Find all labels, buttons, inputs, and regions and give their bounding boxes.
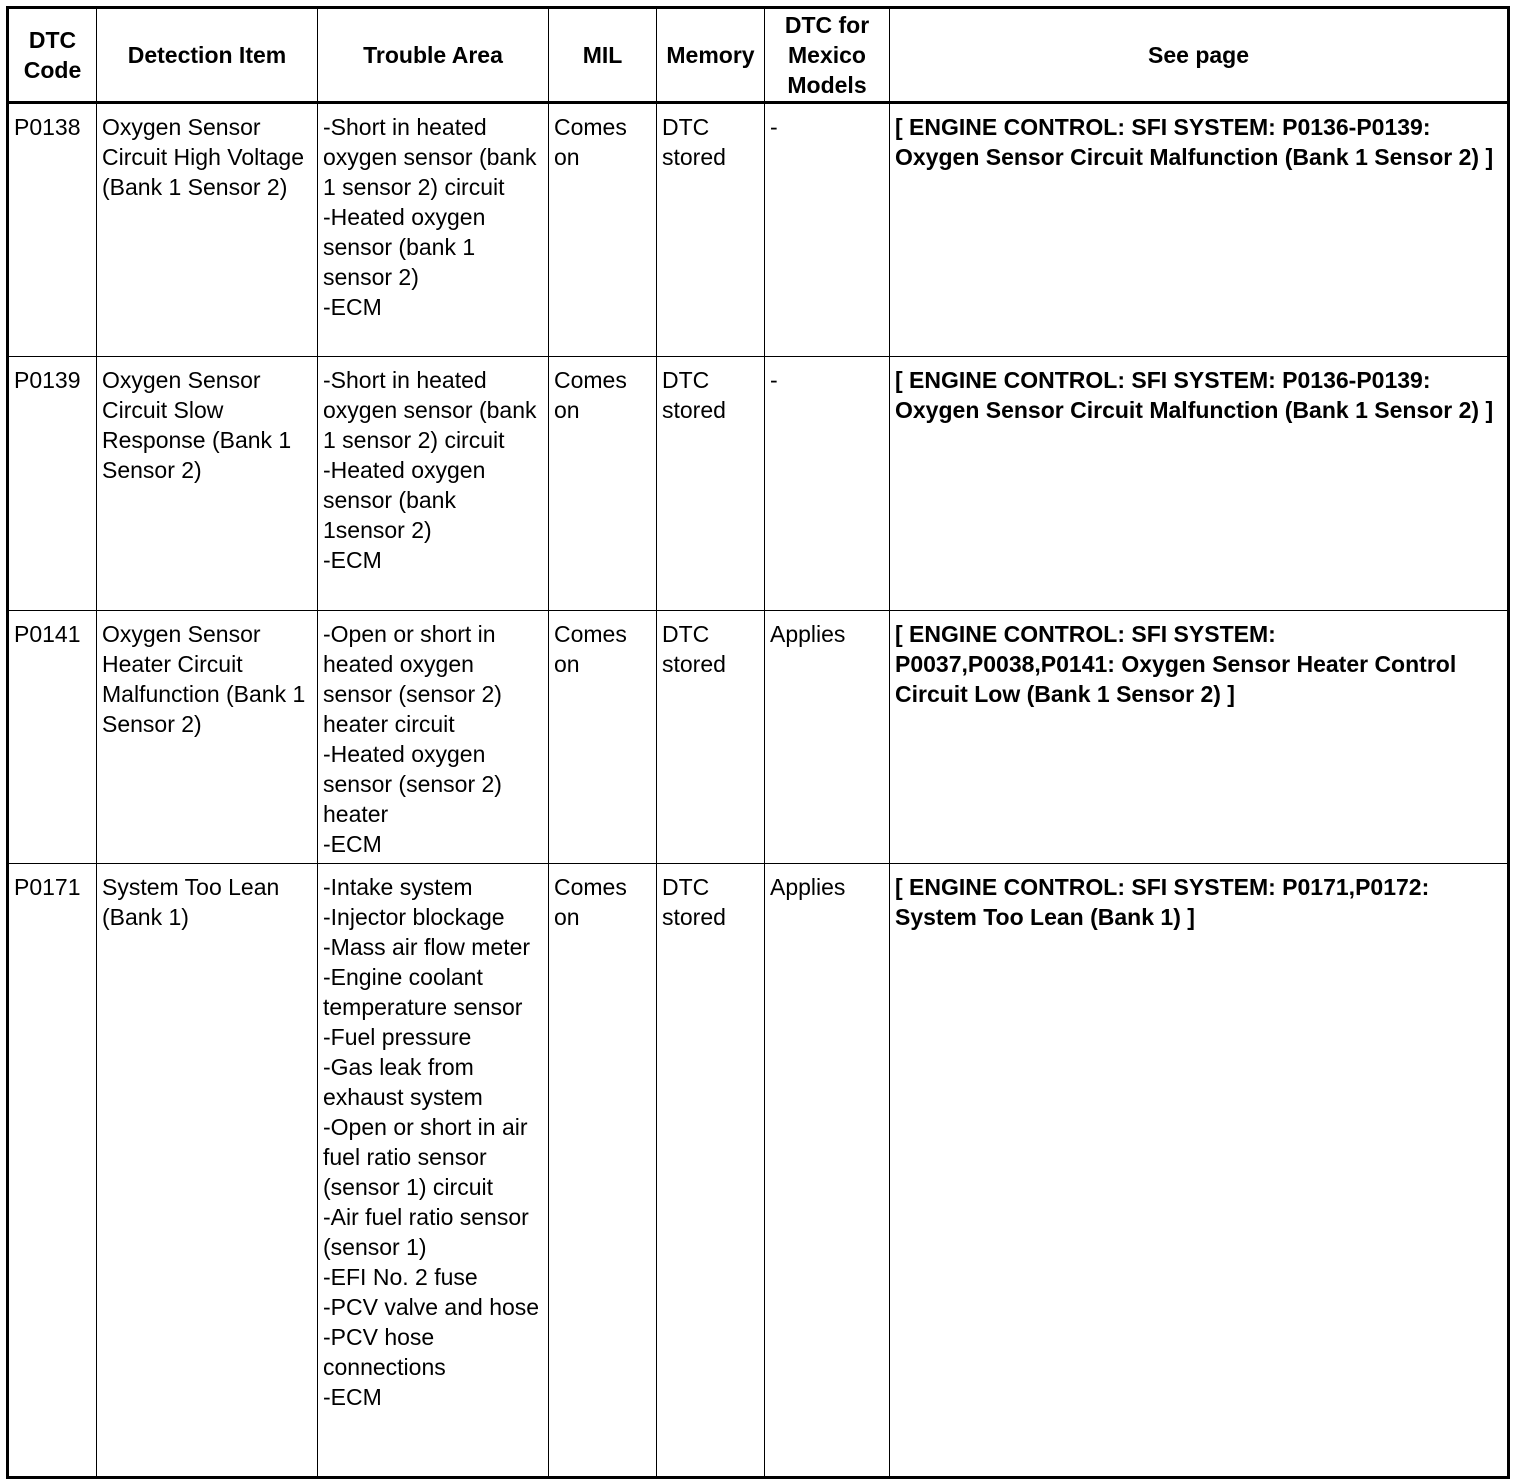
mexico-cell: - <box>765 103 890 357</box>
trouble-item: -EFI No. 2 fuse <box>323 1264 478 1290</box>
memory-cell: DTC stored <box>657 103 765 357</box>
detection-item-cell: Oxygen Sensor Circuit Slow Response (Bank 1 Sensor 2) <box>97 357 318 611</box>
trouble-item: -Intake system <box>323 874 473 900</box>
trouble-area-cell <box>318 864 549 1478</box>
dtc-code-cell: P0171 <box>8 864 97 1478</box>
trouble-item: -Injector blockage <box>323 904 505 930</box>
trouble-item: -Short in heated oxygen sensor (bank 1 sensor 2) circuit <box>323 367 537 453</box>
memory-cell: DTC stored <box>657 611 765 864</box>
header-trouble-area: Trouble Area <box>318 8 549 103</box>
mil-cell: Comes on <box>549 103 657 357</box>
trouble-item: -Heated oxygen sensor (bank 1 sensor 2) <box>323 204 486 290</box>
trouble-item: -Short in heated oxygen sensor (bank 1 sensor 2) circuit <box>323 114 537 200</box>
see-page-link[interactable]: [ ENGINE CONTROL: SFI SYSTEM: P0171,P0172: System Too Lean (Bank 1) ] <box>890 864 1509 1478</box>
dtc-table <box>6 6 1510 1479</box>
trouble-item: -Open or short in heated oxygen sensor (sensor 2) heater circuit <box>323 621 502 737</box>
trouble-item: -Gas leak from exhaust system <box>323 1054 483 1110</box>
trouble-item: -Heated oxygen sensor (bank 1sensor 2) <box>323 457 486 543</box>
memory-cell: DTC stored <box>657 357 765 611</box>
see-page-link[interactable]: [ ENGINE CONTROL: SFI SYSTEM: P0136-P0139: Oxygen Sensor Circuit Malfunction (Bank 1 Sensor 2) ] <box>890 357 1509 611</box>
table-row <box>8 864 1509 1478</box>
header-see-page: See page <box>890 8 1509 103</box>
trouble-item: -ECM <box>323 1384 382 1410</box>
mexico-cell: Applies <box>765 864 890 1478</box>
table-row <box>8 357 1509 611</box>
trouble-item: -Engine coolant temperature sensor <box>323 964 523 1020</box>
detection-item-cell: Oxygen Sensor Heater Circuit Malfunction (Bank 1 Sensor 2) <box>97 611 318 864</box>
mexico-cell: Applies <box>765 611 890 864</box>
see-page-link[interactable]: [ ENGINE CONTROL: SFI SYSTEM: P0136-P0139: Oxygen Sensor Circuit Malfunction (Bank 1 Sensor 2) ] <box>890 103 1509 357</box>
trouble-item: -Air fuel ratio sensor (sensor 1) <box>323 1204 529 1260</box>
trouble-item: -ECM <box>323 294 382 320</box>
dtc-code-cell: P0139 <box>8 357 97 611</box>
table-row <box>8 103 1509 357</box>
trouble-area-cell <box>318 611 549 864</box>
trouble-item: -ECM <box>323 547 382 573</box>
header-memory: Memory <box>657 8 765 103</box>
dtc-code-cell: P0141 <box>8 611 97 864</box>
trouble-item: -Fuel pressure <box>323 1024 472 1050</box>
trouble-item: -Open or short in air fuel ratio sensor (sensor 1) circuit <box>323 1114 528 1200</box>
detection-item-cell: Oxygen Sensor Circuit High Voltage (Bank 1 Sensor 2) <box>97 103 318 357</box>
mil-cell: Comes on <box>549 864 657 1478</box>
mil-cell: Comes on <box>549 357 657 611</box>
mexico-cell: - <box>765 357 890 611</box>
trouble-item: -ECM <box>323 831 382 857</box>
header-row <box>8 8 1509 103</box>
header-dtc-mexico: DTC for Mexico Models <box>765 8 890 103</box>
trouble-item: -Mass air flow meter <box>323 934 531 960</box>
header-mil: MIL <box>549 8 657 103</box>
detection-item-cell: System Too Lean (Bank 1) <box>97 864 318 1478</box>
trouble-item: -PCV hose connections <box>323 1324 446 1380</box>
header-detection-item: Detection Item <box>97 8 318 103</box>
trouble-item: -Heated oxygen sensor (sensor 2) heater <box>323 741 502 827</box>
header-dtc-code: DTC Code <box>8 8 97 103</box>
trouble-area-cell <box>318 357 549 611</box>
trouble-item: -PCV valve and hose <box>323 1294 540 1320</box>
see-page-link[interactable]: [ ENGINE CONTROL: SFI SYSTEM: P0037,P0038,P0141: Oxygen Sensor Heater Control Circuit Low (Bank 1 Sensor 2) ] <box>890 611 1509 864</box>
trouble-area-cell <box>318 103 549 357</box>
table-row <box>8 611 1509 864</box>
dtc-code-cell: P0138 <box>8 103 97 357</box>
mil-cell: Comes on <box>549 611 657 864</box>
memory-cell: DTC stored <box>657 864 765 1478</box>
